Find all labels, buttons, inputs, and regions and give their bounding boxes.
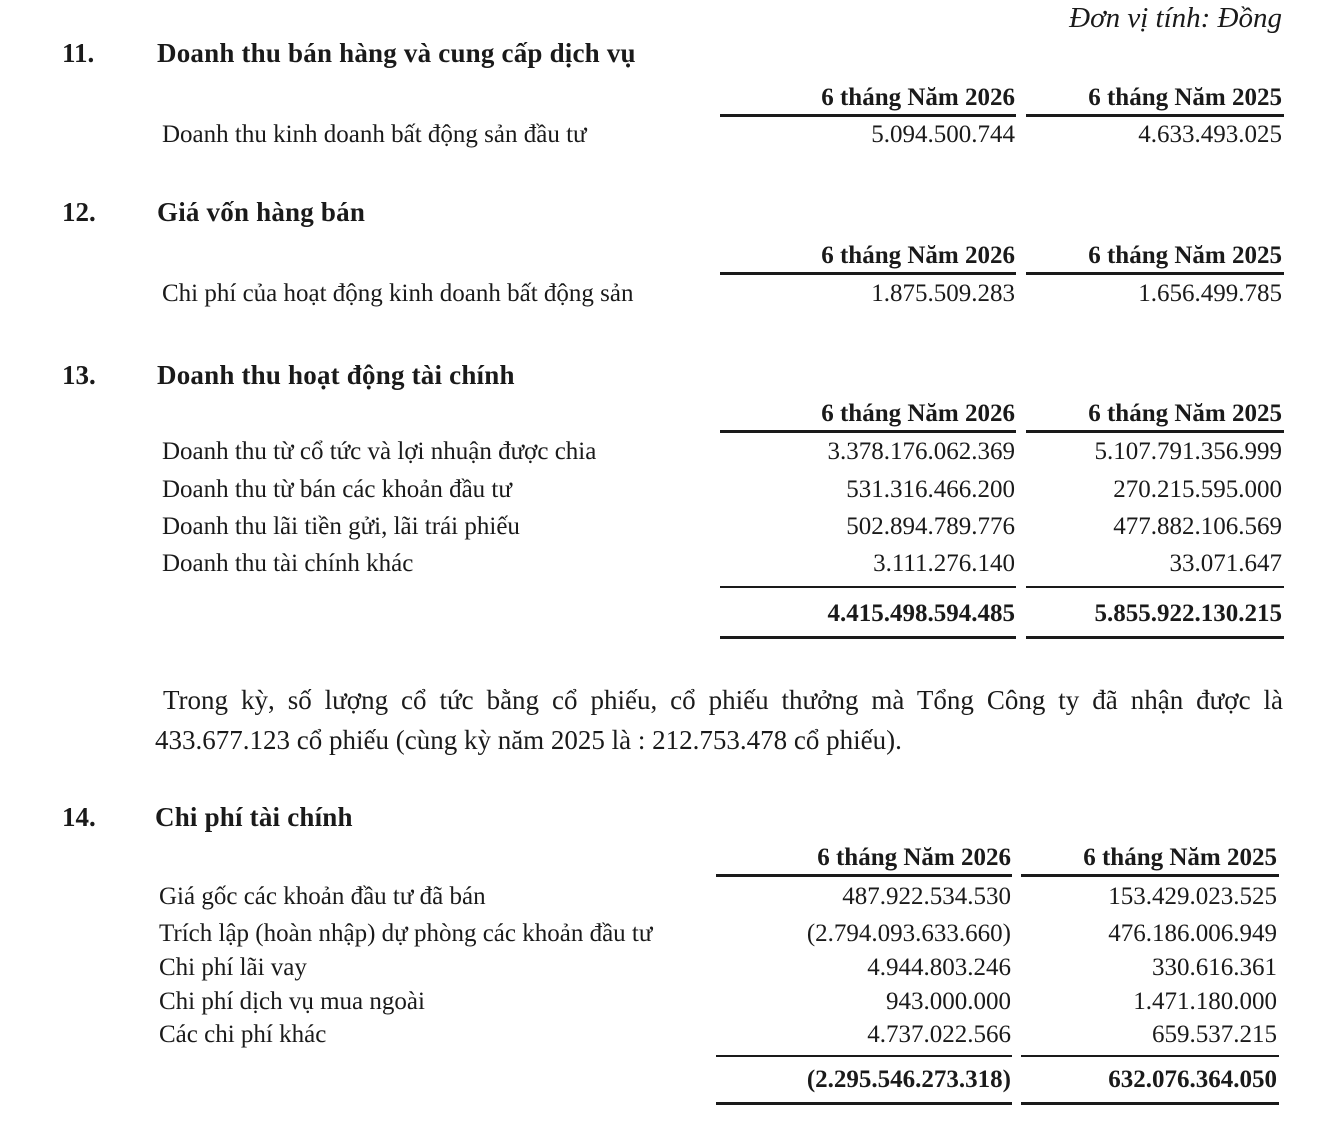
header-rule [720, 272, 1016, 275]
row-label: Các chi phí khác [159, 1021, 327, 1048]
subtotal-rule [720, 586, 1016, 588]
column-header-2026: 6 tháng Năm 2026 [821, 84, 1015, 111]
column-header-2026: 6 tháng Năm 2026 [821, 400, 1015, 427]
row-label: Chi phí lãi vay [159, 954, 307, 981]
value-2025: 4.633.493.025 [1138, 121, 1282, 148]
dividend-note: Trong kỳ, số lượng cổ tức bằng cổ phiếu, cổ phiếu thưởng mà Tổng Công ty đã nhận được là 433.677.123 cổ phiếu (cùng kỳ năm 2025 là : 212.753.478 cổ phiếu). [155, 685, 1283, 755]
value-2026: 1.875.509.283 [871, 280, 1015, 307]
total-rule [720, 636, 1016, 639]
value-2026: (2.794.093.633.660) [806, 920, 1011, 947]
value-2025: 330.616.361 [1152, 954, 1277, 981]
section-title: Doanh thu hoạt động tài chính [157, 360, 515, 390]
section-number: 13. [62, 360, 96, 390]
subtotal-rule [1026, 586, 1284, 588]
value-2026: 3.378.176.062.369 [827, 438, 1015, 465]
value-2025: 5.107.791.356.999 [1094, 438, 1282, 465]
value-2026: 487.922.534.530 [842, 883, 1011, 910]
value-2025: 1.471.180.000 [1133, 988, 1277, 1015]
section-title: Doanh thu bán hàng và cung cấp dịch vụ [157, 38, 636, 68]
column-header-2025: 6 tháng Năm 2025 [1088, 400, 1282, 427]
header-rule [1021, 874, 1279, 877]
value-2025: 1.656.499.785 [1138, 280, 1282, 307]
value-2026: 531.316.466.200 [846, 476, 1015, 503]
header-rule [720, 114, 1016, 117]
row-label: Giá gốc các khoản đầu tư đã bán [159, 883, 486, 910]
section-title: Giá vốn hàng bán [157, 197, 366, 227]
column-header-2026: 6 tháng Năm 2026 [821, 242, 1015, 269]
header-rule [1026, 114, 1284, 117]
header-rule [720, 430, 1016, 433]
unit-label: Đơn vị tính: Đồng [1069, 2, 1282, 34]
row-label: Doanh thu kinh doanh bất động sản đầu tư [162, 121, 587, 148]
column-header-2025: 6 tháng Năm 2025 [1083, 844, 1277, 871]
value-2025: 270.215.595.000 [1113, 476, 1282, 503]
value-2025: 33.071.647 [1169, 550, 1282, 577]
total-2026: (2.295.546.273.318) [806, 1066, 1011, 1093]
value-2025: 477.882.106.569 [1113, 513, 1282, 540]
header-rule [1026, 272, 1284, 275]
total-2025: 5.855.922.130.215 [1094, 600, 1282, 627]
row-label: Doanh thu từ cổ tức và lợi nhuận được chia [162, 438, 597, 465]
row-label: Trích lập (hoàn nhập) dự phòng các khoản đầu tư [159, 920, 653, 947]
value-2026: 4.944.803.246 [867, 954, 1011, 981]
row-label: Doanh thu từ bán các khoản đầu tư [162, 476, 512, 503]
total-rule [1021, 1102, 1279, 1105]
total-2025: 632.076.364.050 [1108, 1066, 1277, 1093]
total-rule [716, 1102, 1012, 1105]
column-header-2025: 6 tháng Năm 2025 [1088, 242, 1282, 269]
value-2025: 153.429.023.525 [1108, 883, 1277, 910]
value-2025: 659.537.215 [1152, 1021, 1277, 1048]
total-rule [1026, 636, 1284, 639]
subtotal-rule [1021, 1055, 1279, 1057]
section-title: Chi phí tài chính [155, 802, 353, 832]
section-number: 14. [62, 802, 96, 832]
value-2026: 943.000.000 [886, 988, 1011, 1015]
header-rule [1026, 430, 1284, 433]
column-header-2025: 6 tháng Năm 2025 [1088, 84, 1282, 111]
value-2025: 476.186.006.949 [1108, 920, 1277, 947]
row-label: Doanh thu tài chính khác [162, 550, 414, 577]
row-label: Doanh thu lãi tiền gửi, lãi trái phiếu [162, 513, 520, 540]
value-2026: 3.111.276.140 [873, 550, 1015, 577]
total-2026: 4.415.498.594.485 [827, 600, 1015, 627]
row-label: Chi phí của hoạt động kinh doanh bất động sản [162, 280, 634, 307]
section-number: 12. [62, 197, 96, 227]
column-header-2026: 6 tháng Năm 2026 [817, 844, 1011, 871]
section-number: 11. [62, 38, 95, 68]
value-2026: 5.094.500.744 [871, 121, 1015, 148]
value-2026: 4.737.022.566 [867, 1021, 1011, 1048]
subtotal-rule [716, 1055, 1012, 1057]
header-rule [716, 874, 1012, 877]
row-label: Chi phí dịch vụ mua ngoài [159, 988, 425, 1015]
value-2026: 502.894.789.776 [846, 513, 1015, 540]
